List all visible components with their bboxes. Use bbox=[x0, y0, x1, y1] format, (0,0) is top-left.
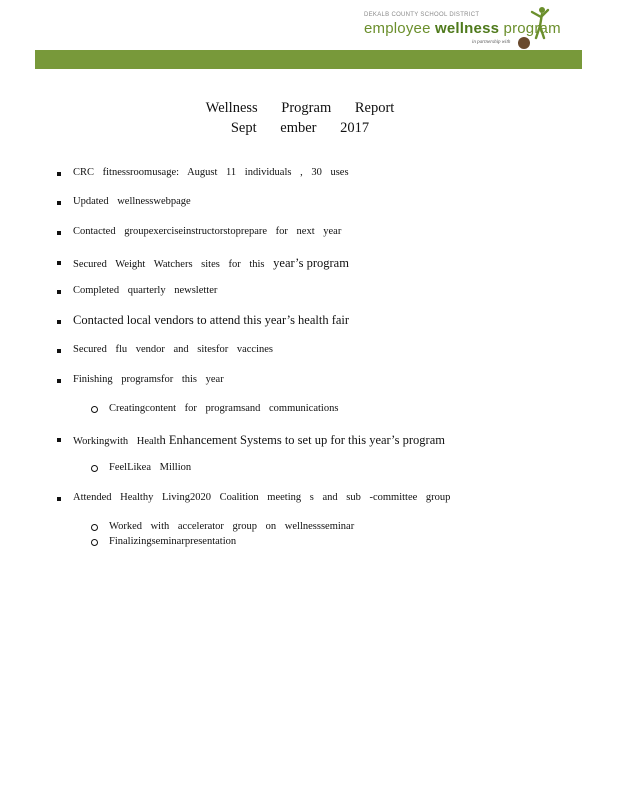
circle-bullet-icon bbox=[91, 524, 98, 531]
circle-bullet-icon bbox=[91, 465, 98, 472]
report-title: Wellness Program Report bbox=[205, 100, 395, 116]
person-figure-icon bbox=[528, 6, 550, 40]
bullet-icon bbox=[57, 261, 61, 265]
list-item-text-part: year’s program bbox=[273, 256, 349, 270]
logo-district-text: DEKALB COUNTY SCHOOL DISTRICT bbox=[364, 12, 480, 18]
list-item-text: Completed quarterly newsletter bbox=[73, 285, 218, 296]
logo-tagline: in partnership with bbox=[472, 40, 511, 45]
list-item-text-part: Secured Weight Watchers sites for this bbox=[73, 259, 265, 270]
bullet-icon bbox=[57, 438, 61, 442]
circle-bullet-icon bbox=[91, 406, 98, 413]
list-item-text bbox=[73, 433, 445, 448]
logo-word-program: program bbox=[503, 20, 561, 37]
bullet-icon bbox=[57, 497, 61, 501]
list-item-text: Secured flu vendor and sitesfor vaccines bbox=[73, 344, 273, 355]
header-accent-bar bbox=[35, 50, 582, 69]
list-item-text: Updated wellnesswebpage bbox=[73, 196, 191, 207]
bullet-icon bbox=[57, 320, 61, 324]
list-item-text bbox=[73, 256, 349, 271]
bullet-icon bbox=[57, 349, 61, 353]
circle-bullet-icon bbox=[91, 539, 98, 546]
list-item-text-part: Workingwith Healt bbox=[73, 436, 160, 447]
bullet-icon bbox=[57, 290, 61, 294]
list-item-text: Finishing programsfor this year bbox=[73, 374, 224, 385]
report-date: Sept ember 2017 bbox=[230, 120, 370, 136]
wellness-program-logo bbox=[362, 6, 561, 50]
bullet-icon bbox=[57, 379, 61, 383]
sub-list-item-text: Creatingcontent for programsand communications bbox=[109, 403, 339, 414]
list-item-text: Attended Healthy Living2020 Coalition meeting s and sub -committee group bbox=[73, 492, 451, 503]
bullet-icon bbox=[57, 201, 61, 205]
sub-list-item-text: Finalizingseminarpresentation bbox=[109, 536, 237, 547]
logo-word-employee: employee bbox=[364, 20, 431, 37]
list-item-text: Contacted groupexerciseinstructorstoprepare for next year bbox=[73, 226, 342, 237]
bullet-icon bbox=[57, 231, 61, 235]
bullet-icon bbox=[57, 172, 61, 176]
sub-list-item-text: Worked with accelerator group on wellnessseminar bbox=[109, 521, 355, 532]
sub-list-item-text: FeelLikea Million bbox=[109, 462, 192, 473]
logo-word-wellness: wellness bbox=[435, 20, 500, 37]
list-item-text-part: h Enhancement Systems to set up for this year’s program bbox=[159, 433, 445, 447]
list-item-text: Contacted local vendors to attend this year’s health fair bbox=[73, 313, 350, 327]
list-item-text: CRC fitnessroomusage: August 11 individuals , 30 uses bbox=[73, 167, 349, 178]
